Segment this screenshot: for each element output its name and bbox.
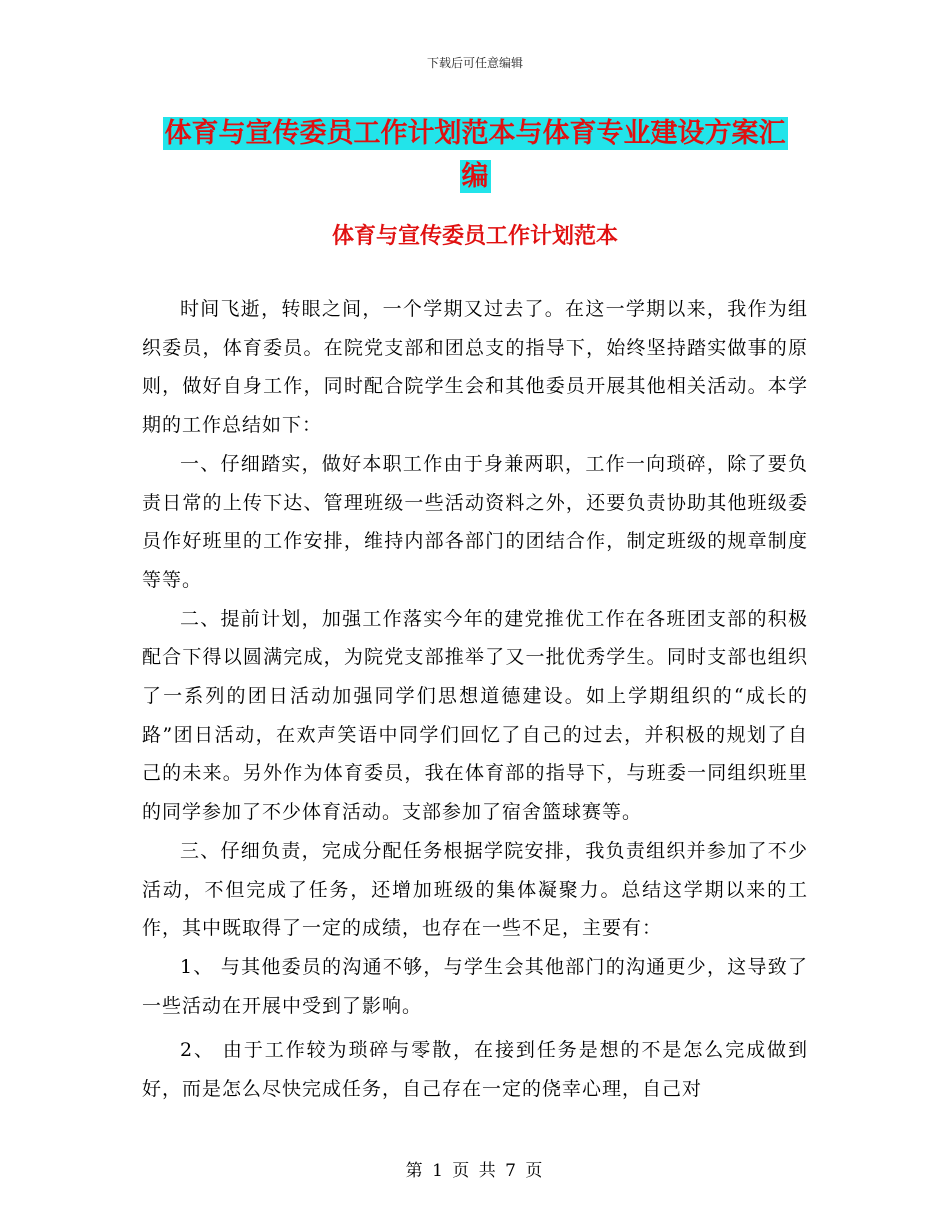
page-footer: 第 1 页 共 7 页 bbox=[405, 1161, 545, 1181]
paragraph: 二、提前计划，加强工作落实今年的建党推优工作在各班团支部的积极配合下得以圆满完成，为院党支部推举了又一批优秀学生。同时支部也组织了一系列的团日活动加强同学们思想道德建设。如上学期组织的“成长的路”团日活动，在欢声笑语中同学们回忆了自己的过去，并积极的规划了自己的未来。另外作为体育委员，我在体育部的指导下，与班委一同组织班里的同学参加了不少体育活动。支部参加了宿舍篮球赛等。 bbox=[142, 607, 808, 824]
document-title bbox=[0, 112, 950, 198]
paragraph: 一、仔细踏实，做好本职工作由于身兼两职，工作一向琐碎，除了要负责日常的上传下达、管理班级一些活动资料之外，还要负责协助其他班级委员作好班里的工作安排，维持内部各部门的团结合作，制定班级的规章制度等等。 bbox=[142, 452, 808, 591]
paragraph: 三、仔细负责，完成分配任务根据学院安排，我负责组织并参加了不少活动，不但完成了任务，还增加班级的集体凝聚力。总结这学期以来的工作，其中既取得了一定的成绩，也存在一些不足，主要有： bbox=[142, 839, 808, 940]
section-title: 体育与宣传委员工作计划范本 bbox=[331, 224, 618, 249]
document-title-line-2: 编 bbox=[461, 161, 489, 192]
paragraph: 1、 与其他委员的沟通不够，与学生会其他部门的沟通更少，这导致了一些活动在开展中受到了影响。 bbox=[142, 955, 808, 1017]
paragraph: 2、 由于工作较为琐碎与零散，在接到任务是想的不是怎么完成做到好，而是怎么尽快完成任务，自己存在一定的侥幸心理，自己对 bbox=[142, 1039, 808, 1101]
body-text bbox=[142, 290, 808, 1109]
paragraph: 时间飞逝，转眼之间，一个学期又过去了。在这一学期以来，我作为组织委员，体育委员。在院党支部和团总支的指导下，始终坚持踏实做事的原则，做好自身工作，同时配合院学生会和其他委员开展其他相关活动。本学期的工作总结如下： bbox=[142, 298, 808, 437]
document-title-line-1: 体育与宣传委员工作计划范本与体育专业建设方案汇 bbox=[164, 118, 786, 149]
header-note: 下载后可任意编辑 bbox=[426, 56, 523, 70]
